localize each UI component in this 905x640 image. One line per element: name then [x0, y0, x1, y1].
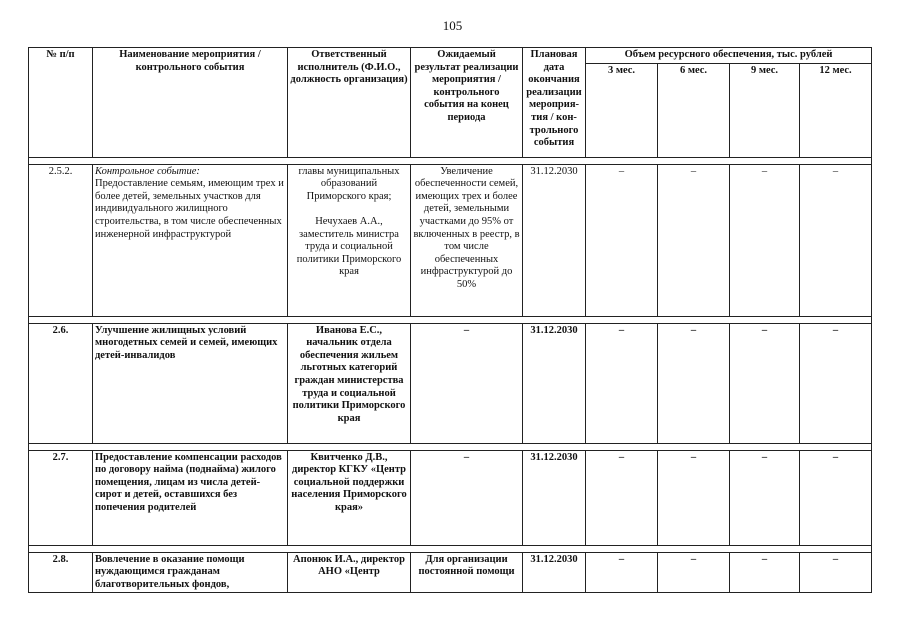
row-name: Предоставление компенсации расходов по договору найма (поднайма) жилого помещения, лицам из числа детей-сирот и детей, оставшихся без попечения родителей: [93, 450, 288, 545]
row-m9: –: [730, 552, 800, 593]
row-m3: –: [586, 164, 658, 316]
row-m3: –: [586, 323, 658, 443]
row-m3: –: [586, 450, 658, 545]
row-date: 31.12.2030: [523, 323, 586, 443]
header-period-12: 12 мес.: [800, 63, 872, 157]
page-number: 105: [442, 18, 463, 33]
row-result: –: [411, 323, 523, 443]
row-m12: –: [800, 552, 872, 593]
row-m3: –: [586, 552, 658, 593]
header-executor: Ответственный исполнитель (Ф.И.О., должность организация): [288, 48, 411, 158]
header-period-6: 6 мес.: [658, 63, 730, 157]
row-m6: –: [658, 552, 730, 593]
header-result: Ожидаемый результат реализации мероприятия / контрольного события на конец периода: [411, 48, 523, 158]
header-name: Наименование мероприятия / контрольного события: [93, 48, 288, 158]
executor-second: Нечухаев А.А., заместитель министра труда и социальной политики Приморского края: [296, 215, 402, 278]
table-row: [29, 164, 872, 316]
row-executor: Иванова Е.С., начальник отдела обеспечения жильем льготных категорий граждан министерства труда и социальной политики Приморского края: [288, 323, 411, 443]
row-m6: –: [658, 164, 730, 316]
row-executor: [288, 164, 411, 316]
row-m12: –: [800, 450, 872, 545]
row-num: 2.5.2.: [29, 164, 93, 316]
row-result: –: [411, 450, 523, 545]
row-result: Увеличение обеспеченности семей, имеющих трех и более детей, земельными участками до 95% от включенных в реестр, в том числе обеспеченных инфраструктурой до 50%: [411, 164, 523, 316]
row-num: 2.8.: [29, 552, 93, 593]
row-date: 31.12.2030: [523, 552, 586, 593]
row-m12: –: [800, 164, 872, 316]
events-table: [28, 47, 872, 593]
row-name: Вовлечение в оказание помощи нуждающимся гражданам благотворительных фондов,: [93, 552, 288, 593]
row-m6: –: [658, 323, 730, 443]
row-date: 31.12.2030: [523, 450, 586, 545]
table-row: [29, 450, 872, 545]
row-m9: –: [730, 323, 800, 443]
row-m12: –: [800, 323, 872, 443]
header-num: № п/п: [29, 48, 93, 158]
header-period-3: 3 мес.: [586, 63, 658, 157]
control-event-label: Контрольное событие:: [95, 165, 200, 177]
row-m9: –: [730, 450, 800, 545]
header-period-9: 9 мес.: [730, 63, 800, 157]
table-row: [29, 323, 872, 443]
row-date: 31.12.2030: [523, 164, 586, 316]
row-num: 2.6.: [29, 323, 93, 443]
row-num: 2.7.: [29, 450, 93, 545]
row-executor: Апонюк И.А., директор АНО «Центр: [288, 552, 411, 593]
row-name: [93, 164, 288, 316]
table-row: [29, 552, 872, 593]
header-date: Плановая дата окончания реализации мероприя-тия / кон-трольного события: [523, 48, 586, 158]
row-name-text: Предоставление семьям, имеющим трех и более детей, земельных участков для индивидуального жилищного строительства, в том числе обеспеченных инженерной инфраструктурой: [95, 178, 284, 240]
executor-main: главы муниципальных образований Приморского края;: [298, 165, 400, 202]
row-result: Для организации постоянной помощи: [411, 552, 523, 593]
row-m6: –: [658, 450, 730, 545]
header-resources: Объем ресурсного обеспечения, тыс. рублей: [586, 48, 872, 64]
row-m9: –: [730, 164, 800, 316]
row-name: Улучшение жилищных условий многодетных семей и семей, имеющих детей-инвалидов: [93, 323, 288, 443]
row-executor: Квитченко Д.В., директор КГКУ «Центр социальной поддержки населения Приморского края»: [288, 450, 411, 545]
